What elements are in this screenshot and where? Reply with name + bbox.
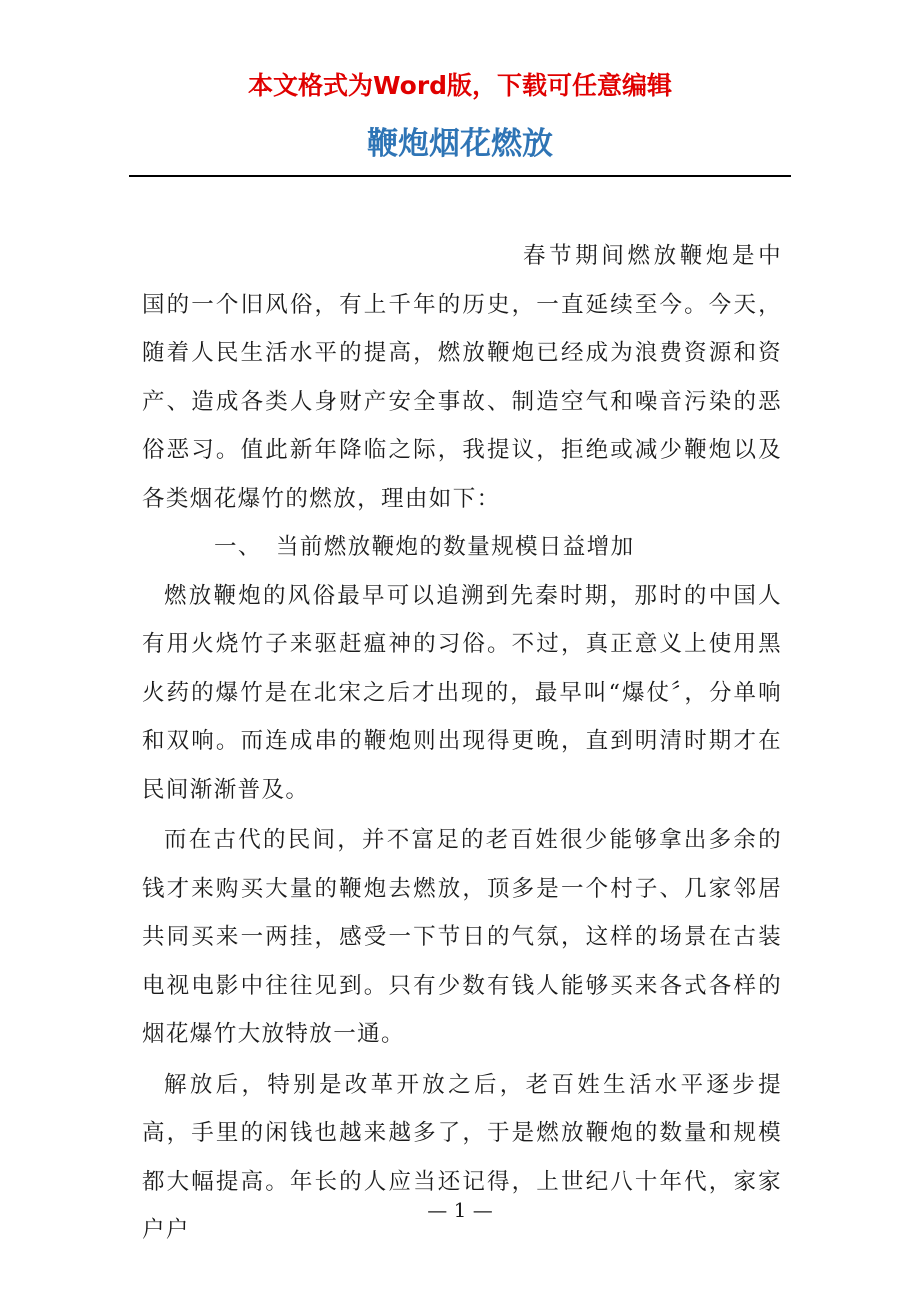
intro-paragraph: 春节期间燃放鞭炮是中国的一个旧风俗，有上千年的历史，一直延续至今。今天，随着人民生活水平的提高，燃放鞭炮已经成为浪费资源和资产、造成各类人身财产安全事故、制造空气和噪音污染的恶俗恶习。值此新年降临之际，我提议，拒绝或减少鞭炮以及各类烟花爆竹的燃放，理由如下： [142, 243, 782, 512]
section-heading-text: 当前燃放鞭炮的数量规模日益增加 [276, 534, 635, 560]
document-body [142, 232, 782, 1255]
body-paragraph-3: 解放后，特别是改革开放之后，老百姓生活水平逐步提高，手里的闲钱也越来越多了，于是燃放鞭炮的数量和规模都大幅提高。年长的人应当还记得，上世纪八十年代，家家户户 [142, 1071, 782, 1243]
document-title: 鞭炮烟花燃放 [367, 126, 553, 162]
body-paragraph-1: 燃放鞭炮的风俗最早可以追溯到先秦时期，那时的中国人有用火烧竹子来驱赶瘟神的习俗。不过，真正意义上使用黑火药的爆竹是在北宋之后才出现的，最早叫“爆仗〞，分单响和双响。而连成串的鞭炮则出现得更晚，直到明清时期才在民间渐渐普及。 [142, 582, 782, 803]
section-heading-number: 一、 [214, 534, 262, 560]
body-paragraph-2: 而在古代的民间，并不富足的老百姓很少能够拿出多余的钱才来购买大量的鞭炮去燃放，顶多是一个村子、几家邻居共同买来一两挂，感受一下节日的气氛，这样的场景在古装电视电影中往往见到。只有少数有钱人能够买来各式各样的烟花爆竹大放特放一通。 [142, 827, 782, 1047]
page-number: — 1 — [427, 1198, 493, 1222]
title-divider [129, 175, 791, 177]
format-banner: 本文格式为Word版，下载可任意编辑 [247, 71, 673, 100]
section-heading-1 [142, 523, 782, 572]
